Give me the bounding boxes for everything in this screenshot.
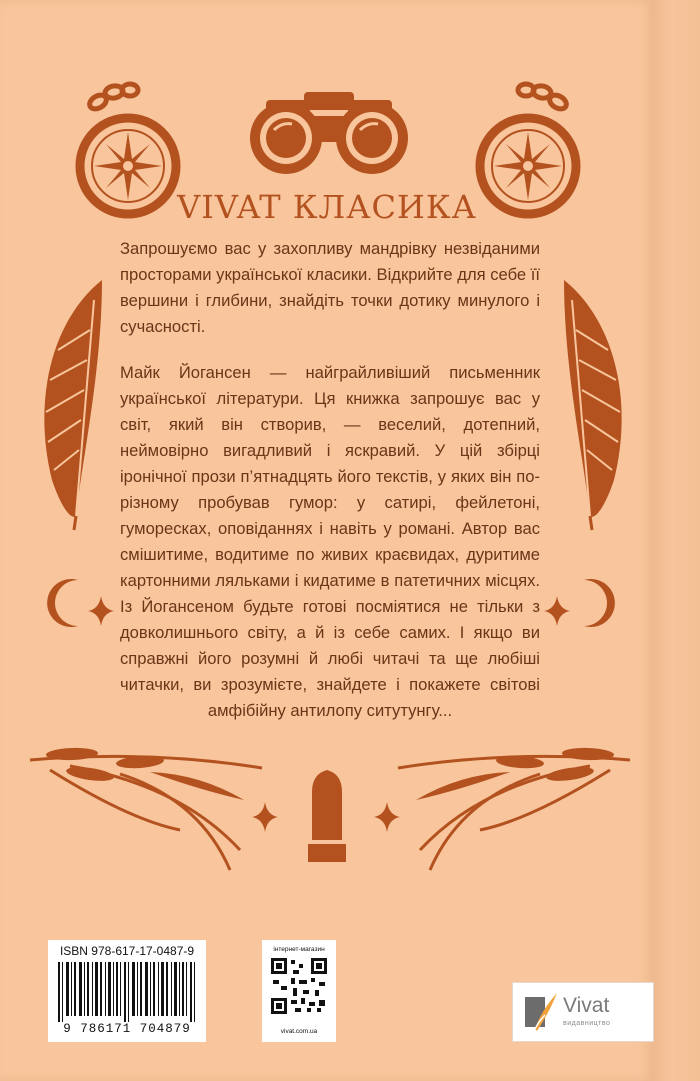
isbn-barcode — [48, 940, 206, 1042]
barcode-number: 9 786171 704879 — [63, 1022, 191, 1036]
intro-paragraph: Запрошуємо вас у захопливу мандрівку незвіданими просторами української класики. Відкрийте для себе її вершини і глибини, знайдіть точки дотику минулого і сучасності. — [120, 239, 540, 336]
qr-code-icon[interactable] — [271, 958, 327, 1014]
barcode-icon — [58, 962, 196, 1022]
qr-url[interactable]: vivat.com.ua — [280, 1028, 318, 1035]
bullet-icon — [304, 770, 350, 862]
cattails-left-icon — [30, 730, 270, 880]
feather-right-icon — [544, 280, 634, 530]
sparkle-bottom-right-icon — [374, 802, 400, 832]
qr-label: інтернет-магазин — [273, 946, 325, 953]
crescent-moon-left-icon — [52, 578, 82, 628]
series-title: VIVAT КЛАСИКА — [177, 188, 477, 226]
book-edge — [654, 0, 700, 1081]
vivat-quill-icon — [521, 991, 559, 1033]
cattails-right-icon — [390, 730, 630, 880]
publisher-name: Vivat — [563, 994, 610, 1017]
feather-left-icon — [32, 280, 122, 530]
sparkle-bottom-left-icon — [252, 802, 278, 832]
qr-code-block — [262, 940, 336, 1042]
publisher-logo — [512, 982, 654, 1042]
sparkle-left-icon — [88, 596, 114, 626]
isbn-label: ISBN 978-617-17-0487-9 — [59, 944, 195, 958]
crescent-moon-right-icon — [580, 578, 610, 628]
description-paragraph: Майк Йогансен — найграйливіший письменник української літератури. Ця книжка запрошує вас у світ, який він створив, — веселий, дотепний, неймовірно вигадливий і яскравий. У цій збірці іронічної прози п’ятнадцять його текстів, у яких він по-різному пробував гумор: у сатирі, фейлетоні, гуморесках, оповіданнях і навіть у романі. Автор вас смішитиме, водитиме по живих краєвидах, дуритиме картонними ляльками і кидатиме в патетичних місцях. Із Йогансеном будьте готові посміятися не тільки з довколишнього світу, а й із себе самих. І якщо ви справжні його розумні й любі читачі та ще любіші читачки, ви зрозумієте, знайдете і покажете світові амфібійну антилопу ситутунгу... — [120, 363, 540, 720]
binoculars-icon — [244, 86, 414, 176]
sparkle-right-icon — [544, 596, 570, 626]
publisher-subtitle: видавництво — [563, 1020, 611, 1027]
